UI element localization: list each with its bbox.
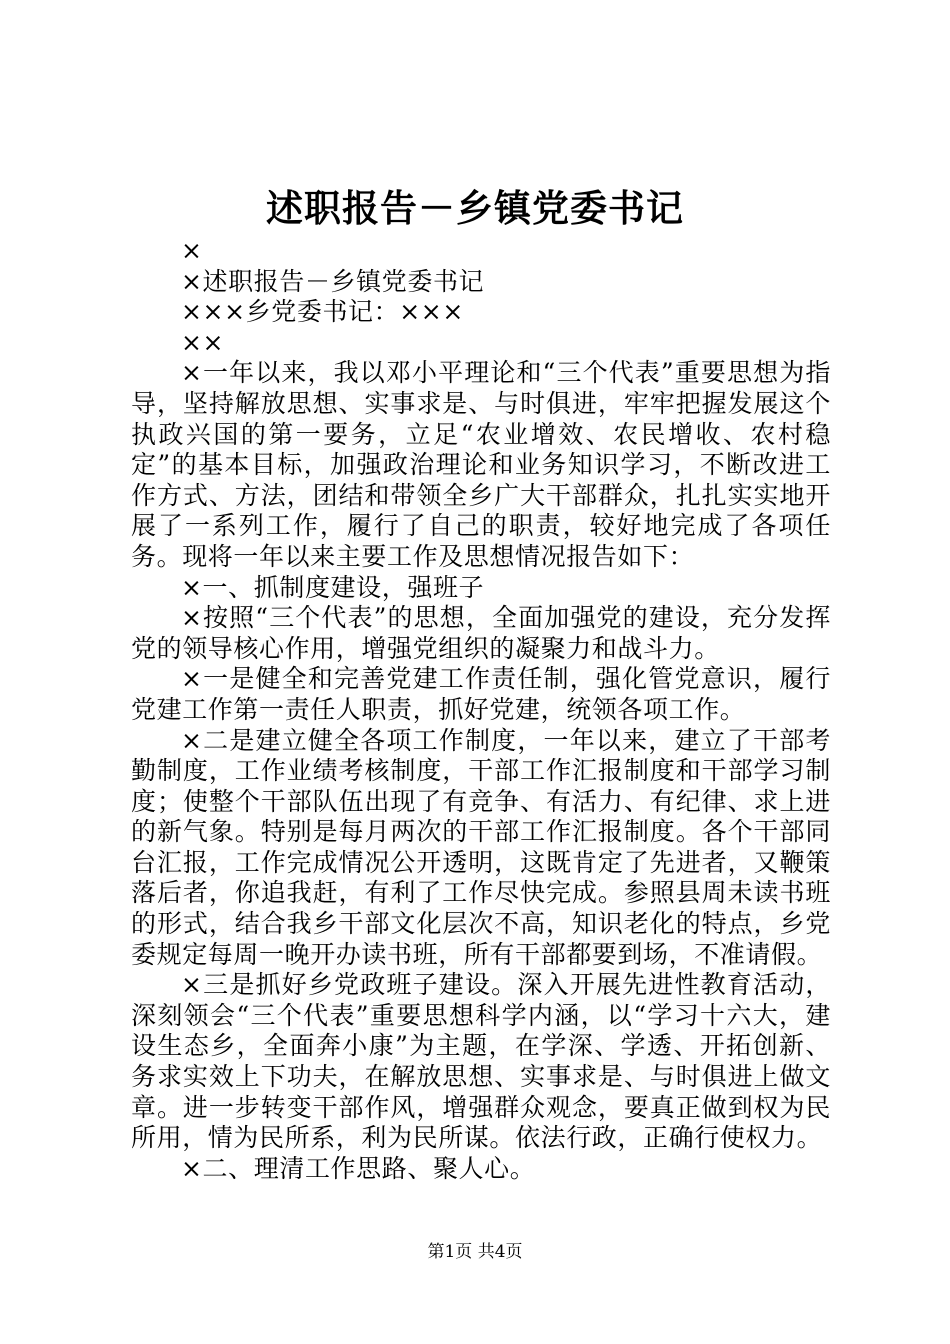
paragraph: ×按照“三个代表”的思想，全面加强党的建设，充分发挥党的领导核心作用，增强党组织的凝聚力和战斗力。 bbox=[131, 603, 831, 663]
paragraph: ×二是建立健全各项工作制度，一年以来，建立了干部考勤制度，工作业绩考核制度，干部工作汇报制度和干部学习制度；使整个干部队伍出现了有竞争、有活力、有纪律、求上进的新气象。特别是每月两次的干部工作汇报制度。各个干部同台汇报，工作完成情况公开透明，这既肯定了先进者，又鞭策落后者，你追我赶，有利了工作尽快完成。参照县周未读书班的形式，结合我乡干部文化层次不高，知识老化的特点，乡党委规定每周一晚开办读书班，所有干部都要到场，不准请假。 bbox=[131, 725, 831, 969]
paragraph: ×三是抓好乡党政班子建设。深入开展先进性教育活动，深刻领会“三个代表”重要思想科学内涵，以“学习十六大，建设生态乡，全面奔小康”为主题，在学深、学透、开拓创新、务求实效上下功夫，在解放思想、实事求是、与时俱进上做文章。进一步转变干部作风，增强群众观念，要真正做到权为民所用，情为民所系，利为民所谋。依法行政，正确行使权力。 bbox=[131, 970, 831, 1153]
document-title: 述职报告－乡镇党委书记 bbox=[266, 186, 684, 230]
paragraph: × bbox=[181, 236, 203, 265]
paragraph: ×× bbox=[181, 327, 225, 357]
paragraph: ×××乡党委书记：××× bbox=[181, 297, 464, 327]
document-body bbox=[131, 236, 831, 1184]
paragraph: ×述职报告－乡镇党委书记 bbox=[181, 266, 485, 296]
paragraph: ×一年以来，我以邓小平理论和“三个代表”重要思想为指导，坚持解放思想、实事求是、与时俱进，牢牢把握发展这个执政兴国的第一要务，立足“农业增效、农民增收、农村稳定”的基本目标，加强政治理论和业务知识学习，不断改进工作方式、方法，团结和带领全乡广大干部群众，扎扎实实地开展了一系列工作，履行了自己的职责，较好地完成了各项任务。现将一年以来主要工作及思想情况报告如下： bbox=[131, 358, 831, 571]
page-footer: 第1页 共4页 bbox=[427, 1242, 523, 1262]
paragraph: ×一是健全和完善党建工作责任制，强化管党意识，履行党建工作第一责任人职责，抓好党建，统领各项工作。 bbox=[131, 664, 831, 724]
section-heading: ×二、理清工作思路、聚人心。 bbox=[181, 1153, 536, 1183]
section-heading: ×一、抓制度建设，强班子 bbox=[181, 572, 485, 602]
